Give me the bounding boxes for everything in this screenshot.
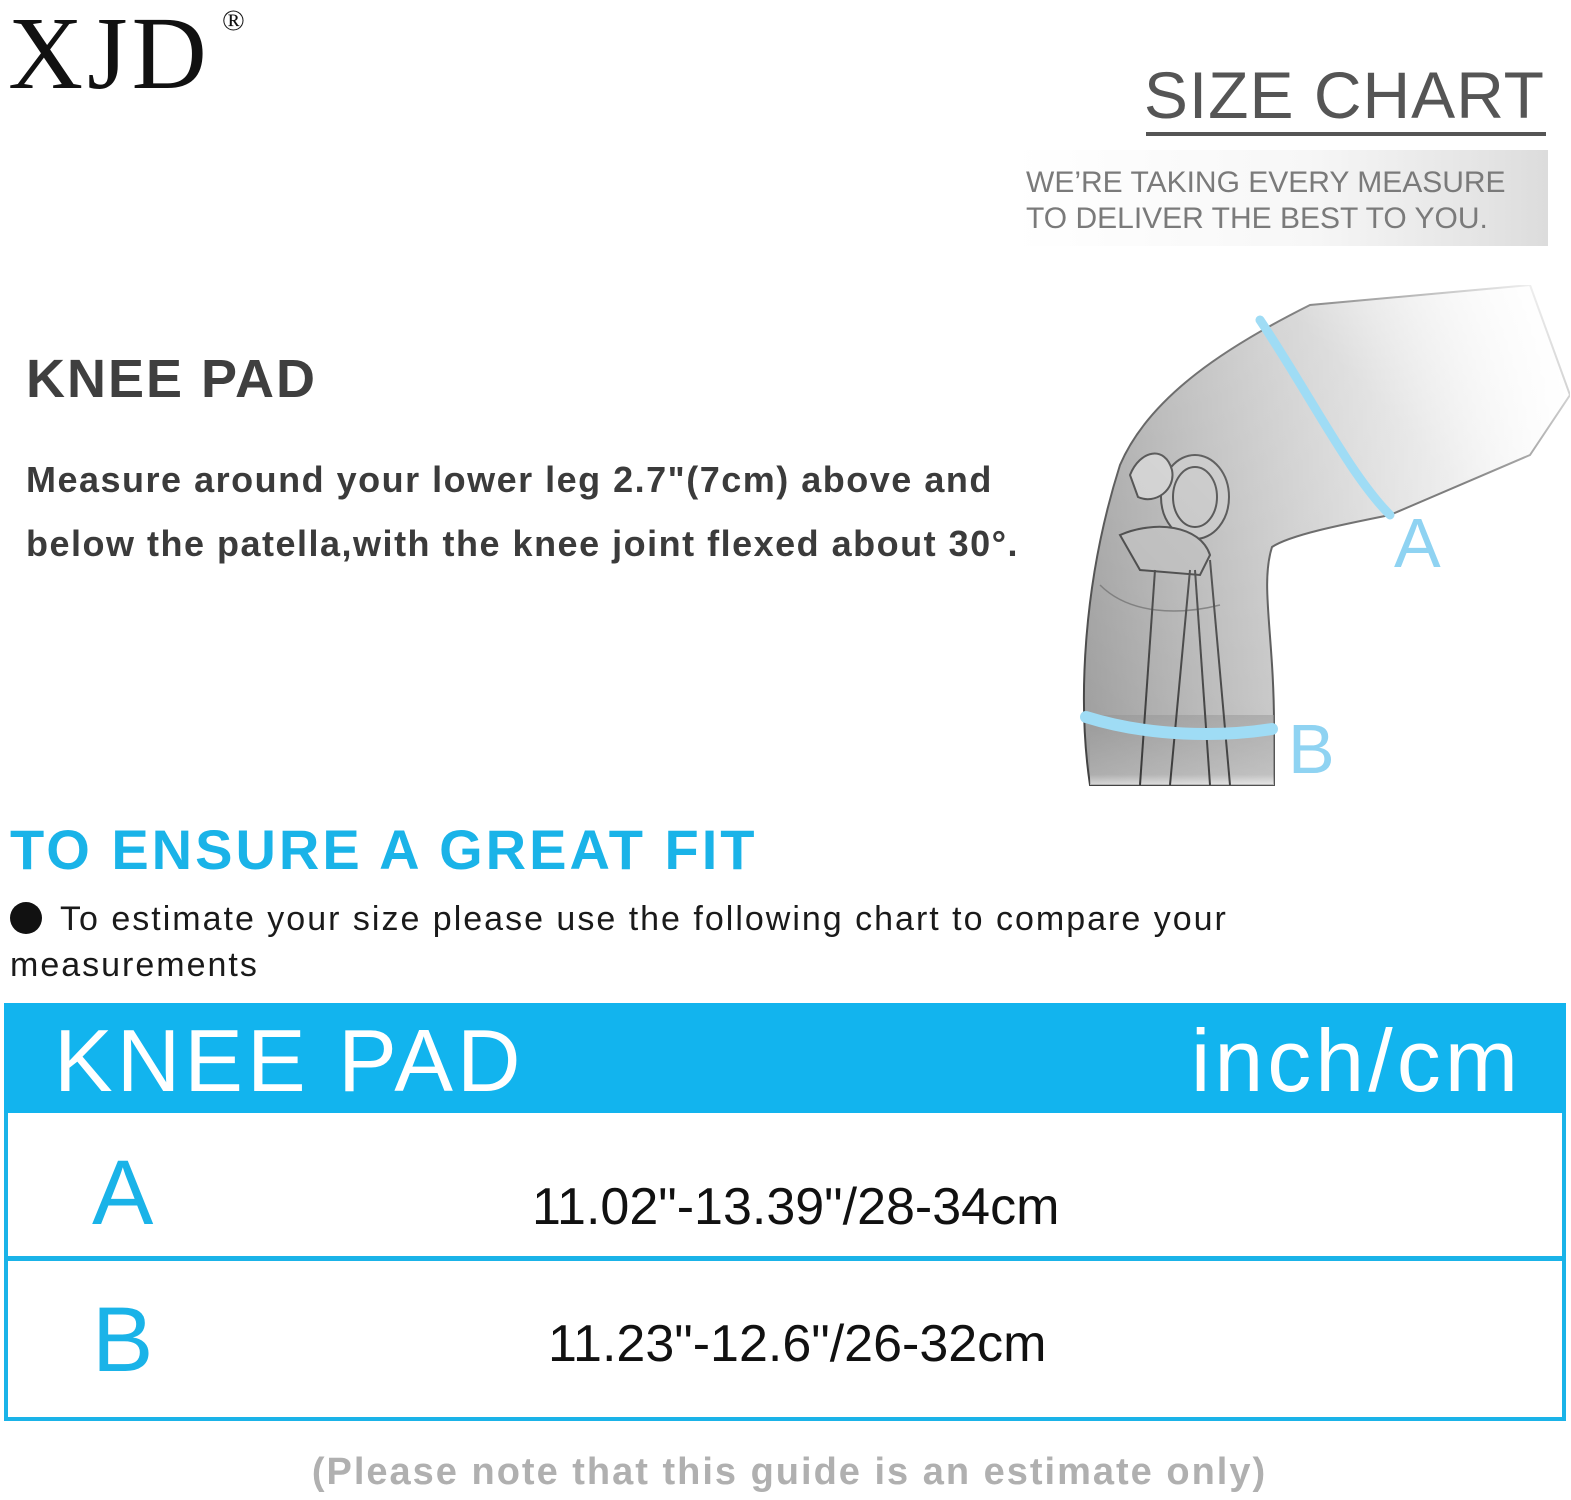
bullet-icon bbox=[10, 902, 42, 934]
registered-mark: ® bbox=[222, 4, 245, 37]
brand-name: XJD bbox=[8, 0, 211, 111]
row-label: A bbox=[92, 1142, 154, 1244]
section-title: KNEE PAD bbox=[26, 349, 318, 409]
tagline bbox=[1014, 150, 1548, 246]
fit-heading: TO ENSURE A GREAT FIT bbox=[10, 818, 758, 881]
diagram-label-a: A bbox=[1394, 504, 1441, 582]
diagram-label-b: B bbox=[1288, 710, 1335, 788]
brand-logo bbox=[8, 0, 211, 111]
title-underline bbox=[1146, 132, 1546, 136]
knee-measurement-diagram bbox=[1060, 285, 1570, 805]
row-label: B bbox=[92, 1289, 154, 1391]
size-table bbox=[4, 1003, 1566, 1421]
fit-instruction-text: To estimate your size please use the following chart to compare your measurements bbox=[10, 900, 1228, 984]
disclaimer: (Please note that this guide is an estimate only) bbox=[311, 1451, 1268, 1493]
row-value: 11.23"-12.6"/26-32cm bbox=[548, 1315, 1047, 1373]
measurement-instructions: Measure around your lower leg 2.7"(7cm) above and below the patella,with the knee joint flexed about 30°. bbox=[26, 459, 1020, 564]
table-row bbox=[8, 1113, 1562, 1261]
table-header-label: KNEE PAD bbox=[54, 1011, 525, 1110]
tagline-line-1: WE’RE TAKING EVERY MEASURE bbox=[1026, 166, 1506, 199]
table-header bbox=[4, 1003, 1566, 1113]
table-row bbox=[8, 1266, 1562, 1417]
tagline-line-2: TO DELIVER THE BEST TO YOU. bbox=[1026, 202, 1488, 235]
fit-instruction bbox=[10, 896, 1430, 988]
table-header-unit: inch/cm bbox=[1190, 1011, 1522, 1110]
row-value: 11.02"-13.39"/28-34cm bbox=[532, 1178, 1060, 1236]
page-title: SIZE CHART bbox=[1143, 58, 1545, 132]
